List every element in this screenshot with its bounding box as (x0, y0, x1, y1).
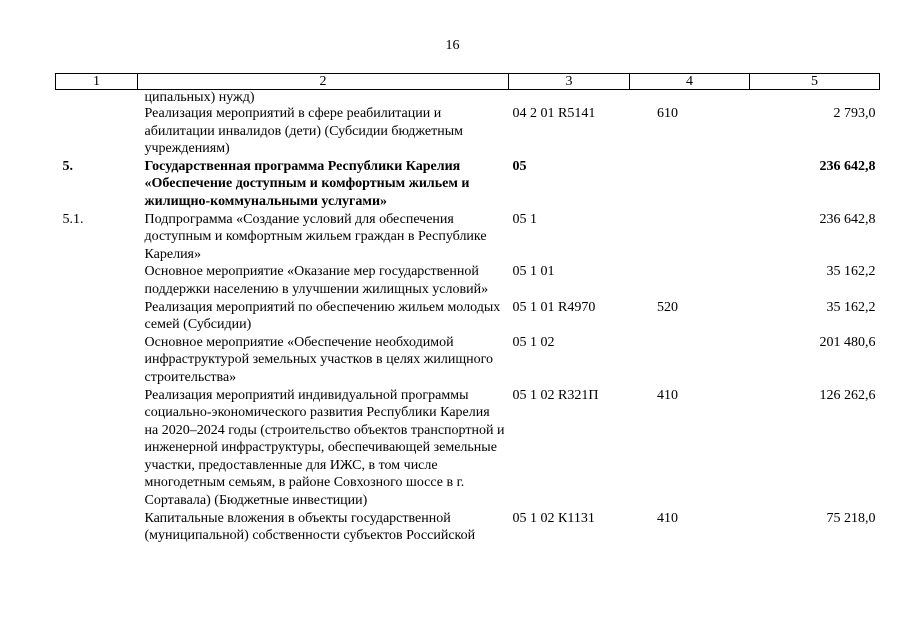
row-number (56, 387, 138, 510)
row-number (56, 510, 138, 545)
item-name: Реализация мероприятий по обеспечению жильем молодых семей (Субсидии) (144, 299, 501, 333)
row-number: 5. (62, 158, 73, 174)
amount: 2 793,0 (833, 106, 876, 121)
row-number (56, 90, 138, 106)
item-name: Капитальные вложения в объекты государственной (муниципальной) собственности субъектов Российской (144, 510, 476, 544)
amount: 236 642,8 (819, 158, 876, 174)
budget-table (55, 73, 880, 545)
column-header: 3 (509, 74, 630, 90)
classification-code: 05 1 02 К1131 (512, 510, 595, 526)
column-header: 5 (750, 74, 880, 90)
table-header (56, 74, 880, 90)
amount: 236 642,8 (819, 211, 876, 227)
classification-code: 04 2 01 R5141 (512, 106, 596, 121)
expense-type-code: 410 (657, 510, 678, 526)
amount: 35 162,2 (826, 299, 876, 315)
table-row (56, 105, 880, 158)
table-row (56, 158, 880, 211)
row-number (56, 299, 138, 334)
page-number: 16 (445, 38, 460, 53)
expense-type-code: 410 (657, 387, 678, 403)
item-name: Подпрограмма «Создание условий для обеспечения доступным и комфортным жильем граждан в Республике Карелия» (144, 211, 487, 262)
expense-type-code (630, 263, 750, 298)
classification-code: 05 1 (512, 211, 537, 227)
expense-type-code (630, 158, 750, 211)
amount: 35 162,2 (826, 264, 876, 280)
expense-type-code (630, 90, 750, 106)
expense-type-code (630, 211, 750, 264)
item-name: Основное мероприятие «Оказание мер государственной поддержки населению в улучшении жилищных условий» (144, 264, 489, 297)
classification-code: 05 (512, 158, 527, 174)
table-row (56, 211, 880, 264)
table-row (56, 387, 880, 510)
classification-code: 05 1 01 (512, 264, 555, 280)
item-name: Основное мероприятие «Обеспечение необходимой инфраструктурой земельных участков в целях жилищного строительства» (144, 334, 494, 385)
expense-type-code: 520 (657, 299, 678, 315)
row-number (56, 105, 138, 158)
column-header: 2 (138, 74, 509, 90)
item-name: Реализация мероприятий индивидуальной программы социально-экономического развития Республики Карелия на 2020–2024 годы (строительство объектов транспортной и инженерной инфраструктуры, обеспечивающей земельные участки, предоставленные для ИЖС, в том числе многодетным семьям, в районе Совхозного шоссе в г. Сортавала) (Бюджетные инвестиции) (144, 387, 505, 509)
table-row (56, 334, 880, 387)
row-number (56, 334, 138, 387)
column-header: 4 (630, 74, 750, 90)
classification-code (509, 90, 630, 106)
table-row (56, 510, 880, 545)
amount: 201 480,6 (819, 334, 876, 350)
classification-code: 05 1 01 R4970 (512, 299, 596, 315)
classification-code: 05 1 02 R321П (512, 387, 599, 403)
table-row (56, 299, 880, 334)
item-name: Реализация мероприятий в сфере реабилитации и абилитации инвалидов (дети) (Субсидии бюджетным учреждениям) (144, 106, 463, 157)
amount (750, 90, 880, 106)
row-number (56, 263, 138, 298)
classification-code: 05 1 02 (512, 334, 555, 350)
column-header: 1 (56, 74, 138, 90)
table-row (56, 90, 880, 106)
table-row (56, 263, 880, 298)
expense-type-code (630, 334, 750, 387)
item-name: ципальных) нужд) (144, 90, 255, 105)
row-number: 5.1. (62, 211, 84, 227)
amount: 126 262,6 (819, 387, 876, 403)
header-row (56, 74, 880, 90)
expense-type-code: 610 (657, 106, 678, 121)
item-name: Государственная программа Республики Карелия «Обеспечение доступным и комфортным жильем и жилищно-коммунальными услугами» (144, 158, 470, 209)
amount: 75 218,0 (826, 510, 876, 526)
table-body (56, 90, 880, 545)
